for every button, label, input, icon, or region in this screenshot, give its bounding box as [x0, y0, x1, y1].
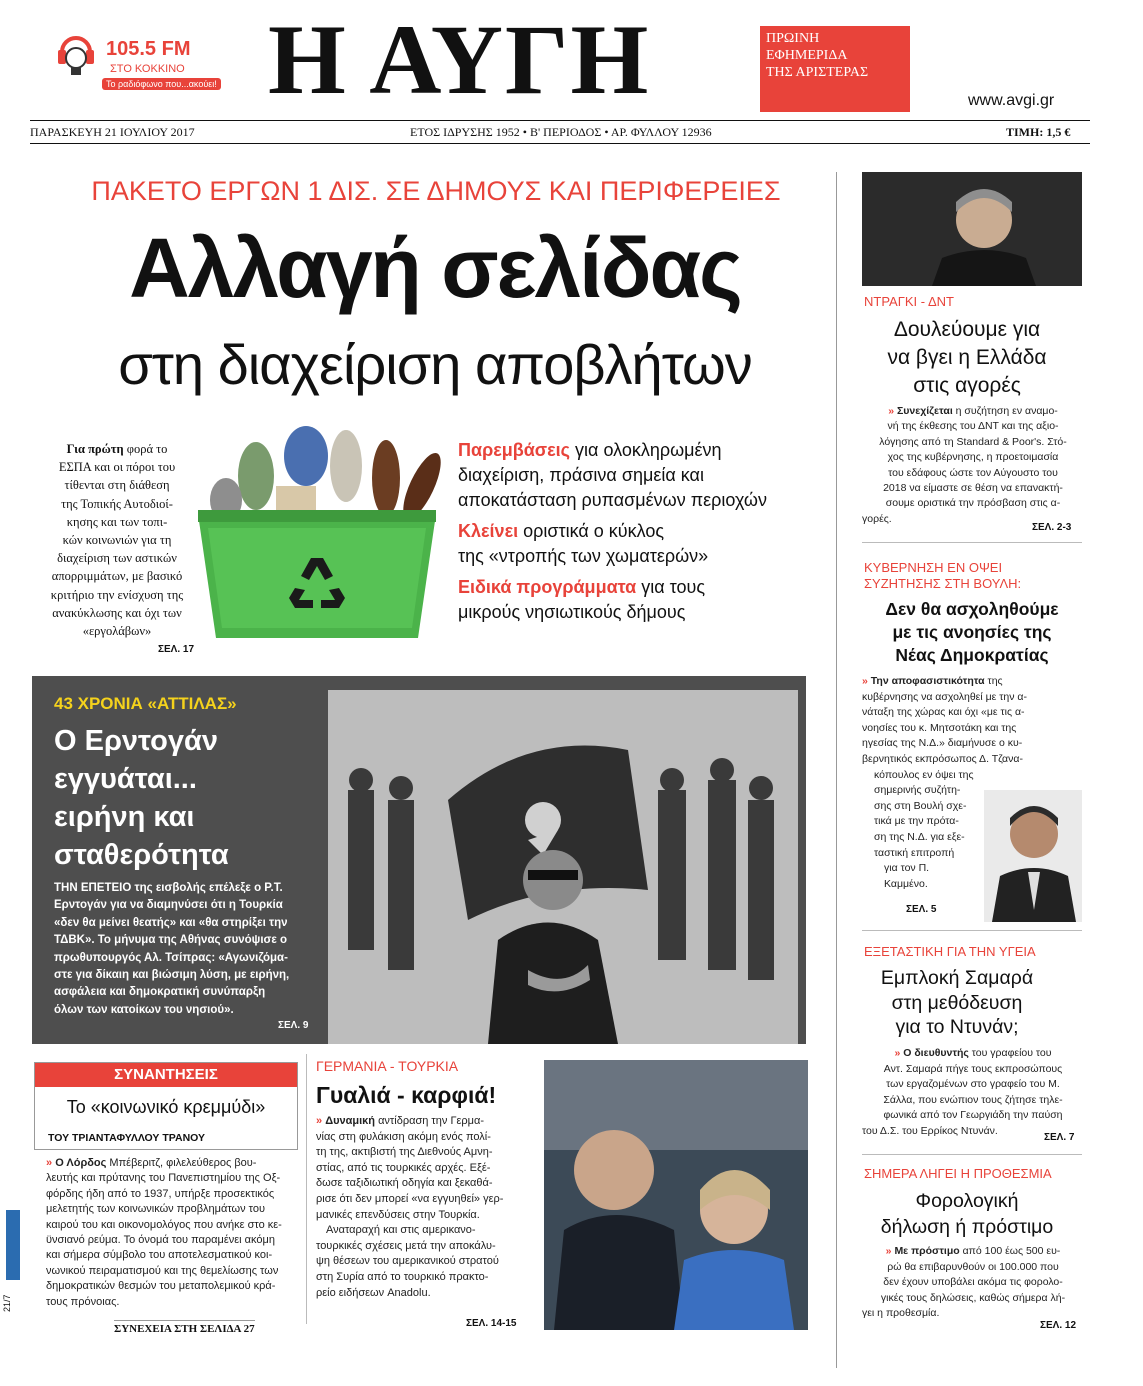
germany-body [316, 1114, 538, 1301]
lead-side-line: απορριμμάτων, με βασικό [51, 569, 183, 584]
meetings-line: δημοκρατικών θεσμών του μεταπολεμικού κρά- [46, 1280, 276, 1293]
draghi-kicker: ΝΤΡΑΓΚΙ - ΔΝΤ [864, 294, 954, 309]
govt-line: τικά με την πρότα- [874, 815, 959, 828]
attila-photo [328, 690, 798, 1044]
germany-kicker: ΓΕΡΜΑΝΙΑ - ΤΟΥΡΚΙΑ [316, 1058, 459, 1074]
divider-germany [306, 1054, 307, 1324]
lead-side-line: διαχείριση των αστικών [57, 551, 177, 566]
draghi-line: η συζήτηση εν αναμο- [952, 405, 1058, 417]
tax-headline-line: δήλωση ή πρόστιμο [880, 1216, 1054, 1238]
govt-line: νάταξη της χώρας και όχι «με τις α- [862, 706, 1025, 719]
lead-side-line: «εργολάβων» [82, 624, 152, 639]
tagline-line-3: ΤΗΣ ΑΡΙΣΤΕΡΑΣ [766, 65, 869, 80]
draghi-line: του εδάφους ώστε τον Αύγουστο του [888, 466, 1058, 479]
meetings-label: ΣΥΝΑΝΤΗΣΕΙΣ [35, 1063, 297, 1087]
lead-page-ref: ΣΕΛ. 17 [158, 644, 195, 655]
draghi-headline-line: Δουλεύουμε για [893, 318, 1041, 341]
attila-body-line: Ερντογάν για να διαμηνύσει ότι η Τουρκία [54, 899, 283, 912]
draghi-body [862, 404, 1084, 527]
germany-line: τουρκικές σχέσεις μετά την αποκάλυ- [316, 1239, 496, 1252]
lead-point-text: αποκατάσταση ρυπασμένων περιοχών [458, 490, 767, 510]
germany-line: στίας, από τις τουρκικές αρχές. Εξέ- [316, 1161, 491, 1174]
govt-line: για τον Π. [884, 862, 930, 875]
arrow-icon: » [316, 1115, 323, 1127]
draghi-headline-line: στις αγορές [913, 374, 1021, 397]
lead-point [458, 575, 828, 625]
attila-headline-line: σταθερότητα [54, 839, 229, 871]
health-page-ref: ΣΕΛ. 7 [1044, 1132, 1075, 1143]
recycling-bin-image [186, 416, 448, 648]
meetings-line: τους πρόνοιας. [46, 1295, 120, 1308]
govt-headline-line: με τις ανοησίες της [892, 622, 1052, 642]
lead-point-text: μικρούς νησιωτικούς δήμους [458, 602, 686, 622]
meetings-line: καιρού του και οικονομολόγος που ανήκε στο κε- [46, 1218, 282, 1231]
attila-headline-line: ειρήνη και [54, 801, 195, 833]
attila-body-line: ασφάλεια και δημοκρατική συνύπαρξη [54, 986, 266, 999]
govt-line: νοησίες του κ. Μητσοτάκη και της [862, 721, 1017, 734]
draghi-line: γορές. [862, 512, 892, 525]
draghi-line: λόγησης από τη Standard & Poor's. Στό- [879, 435, 1067, 448]
health-headline-line: στη μεθόδευση [891, 991, 1023, 1014]
column-rule [836, 172, 837, 1368]
tax-headline-line: Φορολογική [915, 1190, 1019, 1212]
govt-kicker [864, 560, 1021, 592]
lightbulb-icon [52, 30, 100, 82]
attila-headline-line: Ο Ερντογάν [54, 725, 218, 757]
germany-bold: Δυναμική [325, 1115, 376, 1127]
attila-body-line: πρωθυπουργός Αλ. Τσίπρας: «Αγωνιζόμα- [54, 951, 288, 964]
meetings-line: λευτής και πρύτανης του Πανεπιστημίου της Οξ- [46, 1172, 281, 1185]
health-kicker: ΕΞΕΤΑΣΤΙΚΗ ΓΙΑ ΤΗΝ ΥΓΕΙΑ [864, 944, 1036, 959]
tax-headline [862, 1188, 1072, 1240]
health-body [862, 1046, 1084, 1139]
govt-line: ταστική επιτροπή [874, 846, 955, 859]
attila-body [54, 880, 324, 1019]
draghi-headline [862, 316, 1072, 400]
draghi-line: σουμε οριστικά την πρόσβαση στις α- [885, 497, 1061, 510]
germany-line: αντίδραση την Γερμα- [375, 1115, 485, 1127]
arrow-icon: » [46, 1157, 53, 1169]
tzanakopoulos-photo [984, 790, 1082, 922]
meetings-title: Το «κοινωνικό κρεμμύδι» [66, 1097, 266, 1117]
tagline-line-1: ΠΡΩΙΝΗ [766, 31, 820, 46]
germany-line: τη της, ακτιβιστή της Διεθνούς Αμνη- [316, 1146, 493, 1159]
attila-body-line: στε για δίκαιη και βιώσιμη λύση, με ειρήνη, [54, 969, 290, 982]
govt-line: Καμμένο. [884, 877, 928, 890]
lead-point-text: για ολοκληρωμένη [570, 440, 722, 460]
germany-page-ref: ΣΕΛ. 14-15 [466, 1318, 517, 1329]
lead-point-highlight: Παρεμβάσεις [458, 440, 571, 460]
draghi-line: χος της κυβέρνησης, η προετοιμασία [887, 451, 1059, 464]
masthead-rule [30, 120, 1090, 121]
health-bold: Ο διευθυντής [903, 1047, 969, 1059]
germany-line: δωσε ταξιδιωτική οδηγία και ξεκαθά- [316, 1177, 493, 1190]
lead-headline: Αλλαγή σελίδας [129, 221, 741, 315]
attila-box [32, 676, 806, 1044]
meetings-line: νωνικού πειραματισμού και της θεμελίωσης των [46, 1264, 279, 1277]
lead-side-line: ΕΣΠΑ και οι πόροι του [58, 460, 176, 475]
govt-bold: Την αποφασιστικότητα [870, 675, 985, 687]
meetings-line: και σήμερα σύμβολο του αποτελεσματικού κοι- [46, 1249, 273, 1262]
edition-info: ΕΤΟΣ ΙΔΡΥΣΗΣ 1952 • Β' ΠΕΡΙΟΔΟΣ • ΑΡ. ΦΥΛΛΟΥ 12936 [410, 125, 712, 139]
govt-line: ση της Ν.Δ. για εξε- [874, 830, 965, 843]
lead-side-line: τίθενται στη διάθεση [64, 478, 170, 493]
attila-headline [54, 722, 229, 874]
health-line: των εργαζομένων στο γραφείο του Μ. [886, 1078, 1060, 1090]
govt-headline-line: Δεν θα ασχοληθούμε [885, 599, 1059, 619]
lead-side-line: κριτήριο την ενίσχυση της [50, 587, 184, 602]
attila-body-line: «δεν θα μείνει θεατής» και «θα στηρίξει την [54, 916, 288, 929]
germany-line: στη Συρία από το τουρκικό πρακτο- [316, 1270, 489, 1283]
arrow-icon: » [862, 675, 868, 687]
masthead-rule-2 [30, 143, 1090, 144]
rule-right-2 [862, 930, 1082, 931]
attila-page-ref: ΣΕΛ. 9 [278, 1020, 309, 1031]
edge-mark: 21/7 [2, 1294, 12, 1312]
newspaper-title: Η ΑΥΓΗ [268, 4, 651, 115]
lead-side-line: κών κοινωνιών για τη [62, 533, 172, 548]
germany-line: μανικές επενδύσεις στην Τουρκία. [316, 1208, 480, 1221]
arrow-icon: » [894, 1047, 901, 1059]
tax-line: γικές τους δηλώσεις, καθώς σήμερα λή- [880, 1291, 1066, 1304]
lead-side-line: φορά το [126, 442, 168, 456]
govt-line: κόπουλος εν όψει της [874, 768, 974, 781]
rule-right-1 [862, 542, 1082, 543]
tax-page-ref: ΣΕΛ. 12 [1040, 1320, 1077, 1331]
govt-line: σημερινής συζήτη- [874, 784, 961, 797]
health-line: φωνικά από τον Γεωργιάδη την παύση [883, 1109, 1063, 1121]
tagline-line-2: ΕΦΗΜΕΡΙΔΑ [766, 48, 848, 63]
health-headline-line: για το Ντυνάν; [895, 1016, 1019, 1038]
govt-headline-line: Νέας Δημοκρατίας [895, 645, 1049, 665]
draghi-line: 2018 να είμαστε σε θέση να επανακτή- [883, 482, 1063, 495]
draghi-line: νή της έκθεσης του ΔΝΤ και της αξιο- [887, 420, 1059, 433]
germany-line: ρείο ειδήσεων Anadolu. [316, 1286, 431, 1299]
lead-point [458, 519, 828, 569]
attila-body-line: ΤΔΒΚ». Το μήνυμα της Αθήνας συνόψισε ο [54, 934, 288, 947]
tax-line: ρώ θα επιβαρυνθούν οι 100.000 που [887, 1260, 1059, 1273]
attila-headline-line: εγγυάται... [54, 763, 197, 795]
health-line: Σάλλα, που ενώπιον τους ζήτησε τηλε- [883, 1093, 1063, 1106]
lead-points [458, 438, 828, 625]
germany-line: ρισε ότι δεν μπορεί «να εγγυηθεί» γερ- [316, 1192, 504, 1205]
arrow-icon: » [888, 405, 895, 417]
arrow-icon: » [885, 1245, 892, 1257]
govt-line: ηγεσίας της Ν.Δ.» διαμήνυσε ο κυ- [862, 737, 1023, 750]
lead-point [458, 438, 828, 513]
tagline-box [760, 26, 910, 112]
meetings-continue: ΣΥΝΕΧΕΙΑ ΣΤΗ ΣΕΛΙΔΑ 27 [114, 1320, 255, 1335]
germany-line: ψη θέσεων του αμερικανικού στρατού [316, 1255, 499, 1268]
radio-name: ΣΤΟ ΚΟΚΚΙΝΟ [110, 63, 185, 75]
site-url[interactable]: www.avgi.gr [968, 92, 1055, 109]
tax-bold: Με πρόστιμο [894, 1245, 960, 1257]
germany-line: Αναταραχή και στις αμερικανο- [326, 1224, 476, 1237]
lead-point-highlight: Κλείνει [458, 521, 519, 541]
lead-subhead: στη διαχείριση αποβλήτων [118, 333, 752, 396]
govt-kicker-line: ΣΥΖΗΤΗΣΗΣ ΣΤΗ ΒΟΥΛΗ: [864, 576, 1022, 591]
tax-line: δεν έχουν υποβάλει ακόμα τις φορολο- [883, 1276, 1063, 1288]
meetings-line: Μπέβεριτζ, φιλελεύθερος βου- [106, 1157, 257, 1169]
lead-side-bold: Για πρώτη [66, 442, 124, 456]
health-line: του Δ.Σ. του Ερρίκος Ντυνάν. [862, 1124, 998, 1137]
meetings-author: ΤΟΥ ΤΡΙΑΝΤΑΦΥΛΛΟΥ ΤΡΑΝΟΥ [48, 1132, 206, 1144]
edge-tab [6, 1210, 20, 1280]
health-headline [862, 966, 1052, 1040]
govt-page-ref: ΣΕΛ. 5 [906, 904, 937, 915]
attila-body-line: ΤΗΝ ΕΠΕΤΕΙΟ της εισβολής επέλεξε ο Ρ.Τ. [54, 882, 283, 894]
germany-headline: Γυαλιά - καρφιά! [316, 1082, 497, 1108]
govt-line: κυβέρνησης να ασχοληθεί με την α- [862, 690, 1027, 703]
meetings-line: ϋνσιανό ρεύμα. Το όνομά του παραμένει ακόμη [46, 1234, 275, 1247]
lead-sidebar [32, 440, 202, 640]
lead-side-line: ανακύκλωσης και όχι των [52, 605, 182, 620]
health-line: Αντ. Σαμαρά πήγε τους εκπροσώπους [883, 1062, 1063, 1075]
attila-kicker: 43 ΧΡΟΝΙΑ «ΑΤΤΙΛΑΣ» [54, 694, 237, 713]
lead-kicker: ΠΑΚΕΤΟ ΕΡΓΩΝ 1 ΔΙΣ. ΣΕ ΔΗΜΟΥΣ ΚΑΙ ΠΕΡΙΦΕΡΕΙΕΣ [91, 176, 781, 206]
radio-frequency: 105.5 FM [106, 38, 191, 60]
health-headline-line: Εμπλοκή Σαμαρά [880, 967, 1034, 989]
lead-side-line: της Τοπικής Αυτοδιοί- [61, 496, 173, 511]
radio-slogan: Το ραδιόφωνο που...ακούει! [102, 78, 221, 90]
meetings-line: μελετητής των κοινωνικών προβλημάτων του [46, 1203, 265, 1216]
govt-line: βερνητικός εκπρόσωπος Δ. Τζανα- [862, 752, 1023, 765]
price: ΤΙΜΗ: 1,5 € [1006, 125, 1071, 139]
lead-side-line: κησης και των τοπι- [66, 514, 168, 529]
germany-line: νίας στη φυλάκιση ακόμη ενός πολί- [316, 1130, 491, 1143]
germany-photo [544, 1060, 808, 1330]
rule-right-3 [862, 1154, 1082, 1155]
lead-point-text: για τους [636, 577, 706, 597]
govt-line: σης στη Βουλή σχε- [874, 799, 967, 812]
meetings-body [46, 1156, 300, 1310]
tax-kicker: ΣΗΜΕΡΑ ΛΗΓΕΙ Η ΠΡΟΘΕΣΜΙΑ [864, 1166, 1052, 1181]
tax-body [862, 1244, 1084, 1322]
tax-line: γει η προθεσμία. [862, 1307, 940, 1319]
lead-point-text: οριστικά ο κύκλος [518, 521, 665, 541]
tax-line: από 100 έως 500 ευ- [959, 1245, 1061, 1257]
draghi-bold: Συνεχίζεται [896, 405, 953, 417]
lead-point-text: της «ντροπής των χωματερών» [458, 546, 709, 566]
issue-date: ΠΑΡΑΣΚΕΥΗ 21 ΙΟΥΛΙΟΥ 2017 [30, 125, 195, 139]
meetings-line: φόρδης ήδη από το 1937, υπήρξε προσεκτικός [46, 1187, 275, 1200]
draghi-headline-line: να βγει η Ελλάδα [887, 346, 1047, 369]
lead-point-highlight: Ειδικά προγράμματα [458, 577, 637, 597]
govt-kicker-line: ΚΥΒΕΡΝΗΣΗ ΕΝ ΟΨΕΙ [864, 560, 1003, 575]
lead-point-text: διαχείριση, πράσινα σημεία και [458, 465, 704, 485]
govt-headline [862, 598, 1082, 667]
draghi-photo [862, 172, 1082, 286]
draghi-page-ref: ΣΕΛ. 2-3 [1032, 522, 1072, 533]
health-line: του γραφείου του [968, 1047, 1052, 1059]
radio-logo [52, 28, 224, 98]
attila-body-line: όλων των κατοίκων του νησιού». [54, 1003, 234, 1016]
govt-line: της [984, 675, 1003, 687]
meetings-bold: Ο Λόρδος [55, 1157, 107, 1169]
